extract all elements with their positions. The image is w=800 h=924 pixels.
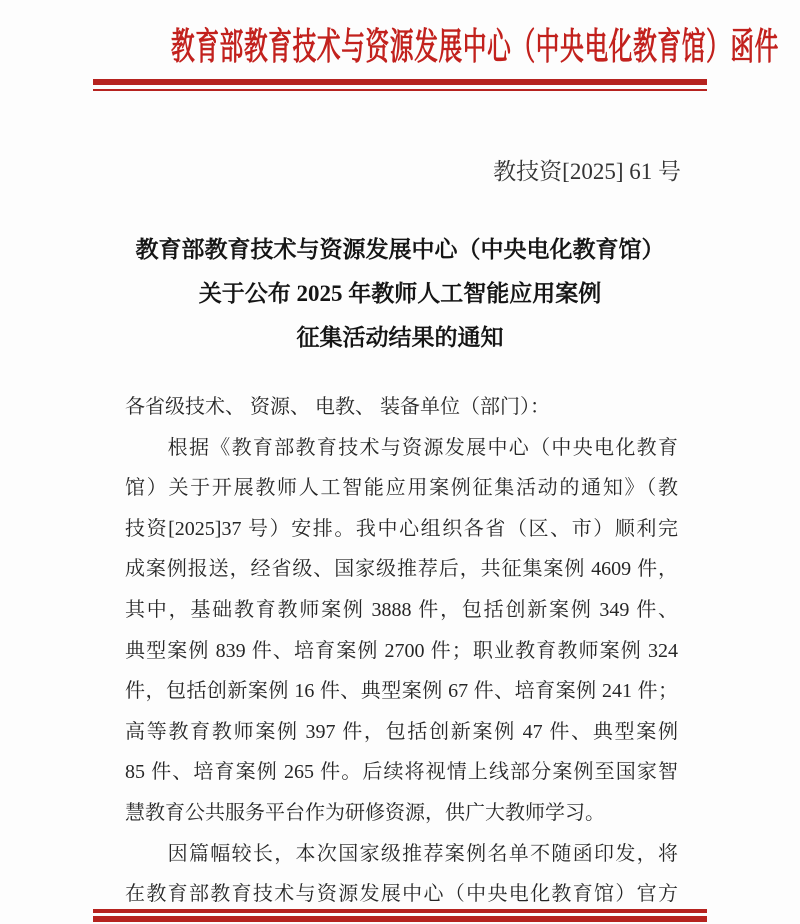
body-line: 85 件、培育案例 265 件。后续将视情上线部分案例至国家智 (125, 761, 678, 784)
bottom-rule-thick (93, 916, 707, 922)
body-line: 高等教育教师案例 397 件，包括创新案例 47 件、典型案例 (125, 720, 678, 743)
body-line-paragraph-end: 慧教育公共服务平台作为研修资源，供广大教师学习。 (125, 801, 605, 824)
body-line: 其中，基础教育教师案例 3888 件，包括创新案例 349 件、 (125, 598, 678, 621)
body-line-salutation: 各省级技术、 资源、 电教、 装备单位（部门）： (125, 396, 550, 418)
body-line: 典型案例 839 件、培育案例 2700 件；职业教育教师案例 324 (125, 639, 678, 662)
body-line: 技资[2025]37 号）安排。我中心组织各省（区、市）顺利完 (125, 517, 678, 540)
document-title (60, 228, 740, 360)
document-title-line-2: 关于公布 2025 年教师人工智能应用案例 (198, 281, 602, 306)
body-line: 成案例报送，经省级、国家级推荐后，共征集案例 4609 件， (125, 558, 678, 581)
document-title-line-3: 征集活动结果的通知 (296, 325, 504, 350)
document-title-line-1: 教育部教育技术与资源发展中心（中央电化教育馆） (135, 237, 665, 262)
top-rule-thin (93, 89, 707, 91)
letterhead-title: 教育部教育技术与资源发展中心（中央电化教育馆）函件 (171, 27, 779, 68)
body-line: 在教育部教育技术与资源发展中心（中央电化教育馆）官方 (125, 883, 678, 906)
top-rule-thick (93, 79, 707, 85)
bottom-rule-thin (93, 909, 707, 913)
document-number: 教技资[2025] 61 号 (493, 159, 681, 184)
letterhead-banner (0, 16, 800, 70)
body-line: 因篇幅较长，本次国家级推荐案例名单不随函印发，将 (125, 842, 678, 865)
body-line: 馆）关于开展教师人工智能应用案例征集活动的通知》（教 (125, 477, 678, 500)
body-line: 根据《教育部教育技术与资源发展中心（中央电化教育 (125, 436, 678, 459)
document-body (125, 387, 678, 915)
body-line: 件，包括创新案例 16 件、典型案例 67 件、培育案例 241 件； (125, 680, 678, 703)
